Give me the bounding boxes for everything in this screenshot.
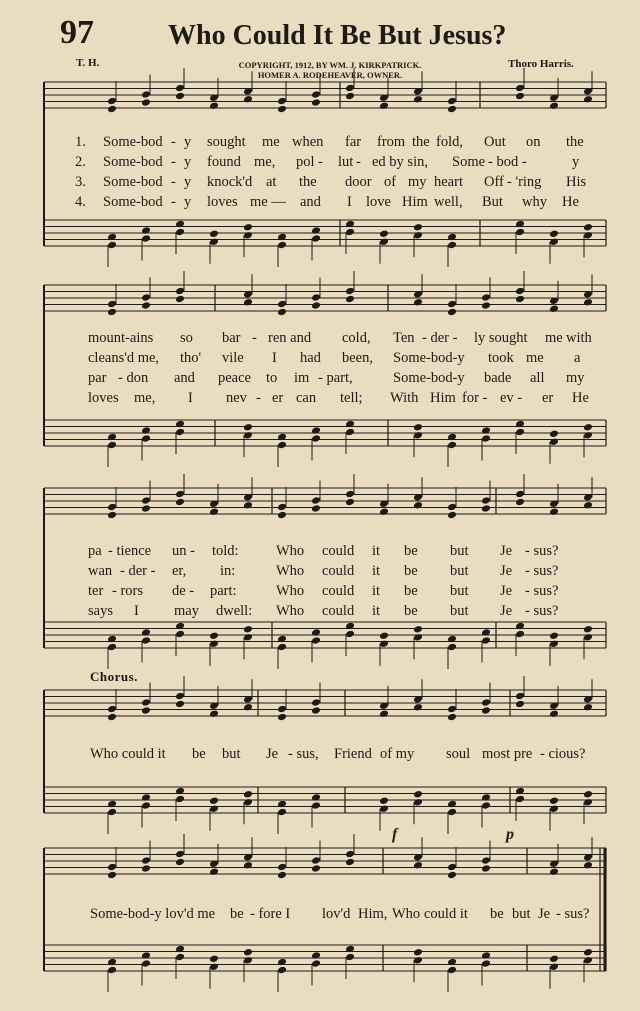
hymn-title: Who Could It Be But Jesus?: [168, 20, 507, 51]
lyricist-credit: T. H.: [76, 57, 100, 69]
composer-credit: Thoro Harris.: [508, 58, 574, 70]
piano-marking: p: [506, 826, 514, 843]
hymn-page: 97 Who Could It Be But Jesus? T. H. COPYRIGHT, 1912, BY WM. J. KIRKPATRICK. HOMER A. RODEHEAVER, OWNER. Thoro Harris. 1. Some-bod - y sought me when far from the fold, Out on the 2. Some-bod - y found me, pol - lut - ed by sin, Some - bod - y 3. Some-bod - y knock'd at the door of my heart Off - 'ring His 4. Some-bod - y loves me — and I love Him well, But why He mount-ains so bar - ren and cold, Ten - der - ly sought me with cleans'd me, tho' vile I had been, Some-bod-y took me a par - don and peace to im - part, Some-bod-y bade all my loves me, I nev - er can tell; With Him for - ev - er He pa - tience un - told: Who could it be but Je - sus? wan - der - er, in: Who could it be but Je - sus? ter - rors de - part: Who could it be but Je - sus? says I may dwell: Who could it be but Je - sus? Chorus. Who could it be but Je - sus, Friend of my soul most pre - cious? f p Some-bod-y lov'd me be - fore I lov'd Him, Who could it be but Je - sus?: [0, 0, 640, 1011]
chorus-label: Chorus.: [90, 669, 138, 684]
staff-lines: [44, 82, 606, 971]
copyright-line-1: COPYRIGHT, 1912, BY WM. J. KIRKPATRICK.: [238, 60, 422, 70]
forte-marking: f: [392, 826, 398, 843]
hymn-number: 97: [60, 14, 94, 51]
copyright-line-2: HOMER A. RODEHEAVER, OWNER.: [257, 70, 403, 80]
